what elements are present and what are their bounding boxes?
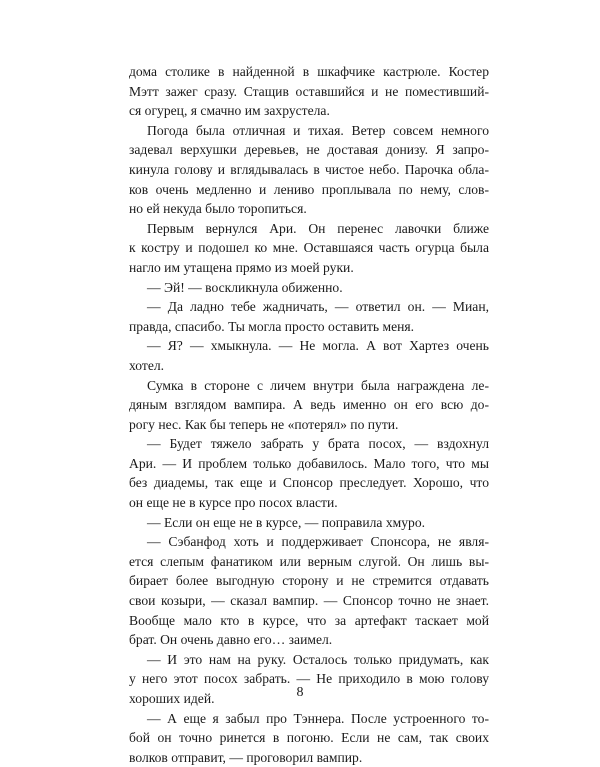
text-line: ся огурец, я смачно им захрустела. [129, 103, 330, 119]
text-line: — Да ладно тебе жадничать, — ответил он. — Миан, [147, 299, 489, 315]
text-line: рогу нес. Как бы теперь не «потерял» по пути. [129, 416, 399, 432]
text-line: ется слепым фанатиком или верным слугой. Он лишь вы- [129, 553, 489, 569]
text-line: Мэтт зажег сразу. Стащив оставшийся и не поместивший- [129, 83, 489, 99]
text-line: Первым вернулся Ари. Он перенес лавочки ближе [147, 220, 489, 236]
text-line: Ари. — И проблем только добавилось. Мало того, что мы [129, 455, 489, 471]
text-line: — И это нам на руку. Осталось только придумать, как [147, 651, 489, 667]
text-line: бирает более выгодную сторону и не стремится отдавать [129, 573, 489, 589]
text-line: без диадемы, так еще и Спонсор преследует. Хорошо, что [129, 475, 489, 491]
text-line: волков отправит, — проговорил вампир. [129, 749, 363, 765]
text-line: правда, спасибо. Ты могла просто оставить меня. [129, 318, 415, 334]
text-line: — Я? — хмыкнула. — Не могла. А вот Хартез очень [147, 338, 489, 354]
text-line: — Сэбанфод хоть и поддерживает Спонсора, не явля- [147, 534, 489, 550]
text-line: кинула голову и вглядывалась в чистое небо. Парочка обла- [129, 161, 489, 177]
text-line: — Будет тяжело забрать у брата посох, — вздохнул [147, 436, 489, 452]
text-line: брат. Он очень давно его… заимел. [129, 632, 333, 648]
text-line: ков очень медленно и лениво проплывала по нему, слов- [129, 181, 489, 197]
text-line: задевал верхушки деревьев, не доставая донизу. Я запро- [129, 142, 489, 158]
text-line: но ей некуда было торопиться. [129, 201, 307, 217]
text-line: он еще не в курсе про посох власти. [129, 495, 338, 511]
text-line: дома столике в найденной в шкафчике кастрюле. Костер [129, 64, 489, 79]
text-line: хороших идей. [129, 691, 215, 706]
text-line: Сумка в стороне с личем внутри была награждена ле- [147, 377, 489, 393]
text-line: бой он точно ринется в погоню. Если не сам, так своих [129, 730, 489, 746]
text-line: Вообще мало кто в курсе, что за артефакт таскает мой [129, 612, 489, 628]
text-line: — А еще я забыл про Тэннера. После устроенного то- [147, 710, 489, 726]
text-line: свои козыри, — сказал вампир. — Спонсор точно не знает. [129, 593, 489, 609]
text-line: нагло им утащена прямо из моей руки. [129, 259, 354, 275]
text-line: хотел. [129, 357, 165, 373]
page-number: 8 [296, 685, 304, 700]
text-line: к костру и подошел ко мне. Оставшаяся часть огурца была [129, 240, 489, 256]
text-line: — Если он еще не в курсе, — поправила хмуро. [147, 514, 426, 530]
text-line: у него этот посох забрать. — Не приходило в мою голову [129, 671, 489, 687]
body-text [129, 62, 489, 767]
text-line: Погода была отличная и тихая. Ветер совсем немного [147, 122, 489, 138]
text-line: — Эй! — воскликнула обиженно. [147, 279, 343, 295]
text-line: дяным взглядом вампира. А ведь именно он его всю до- [129, 397, 489, 413]
